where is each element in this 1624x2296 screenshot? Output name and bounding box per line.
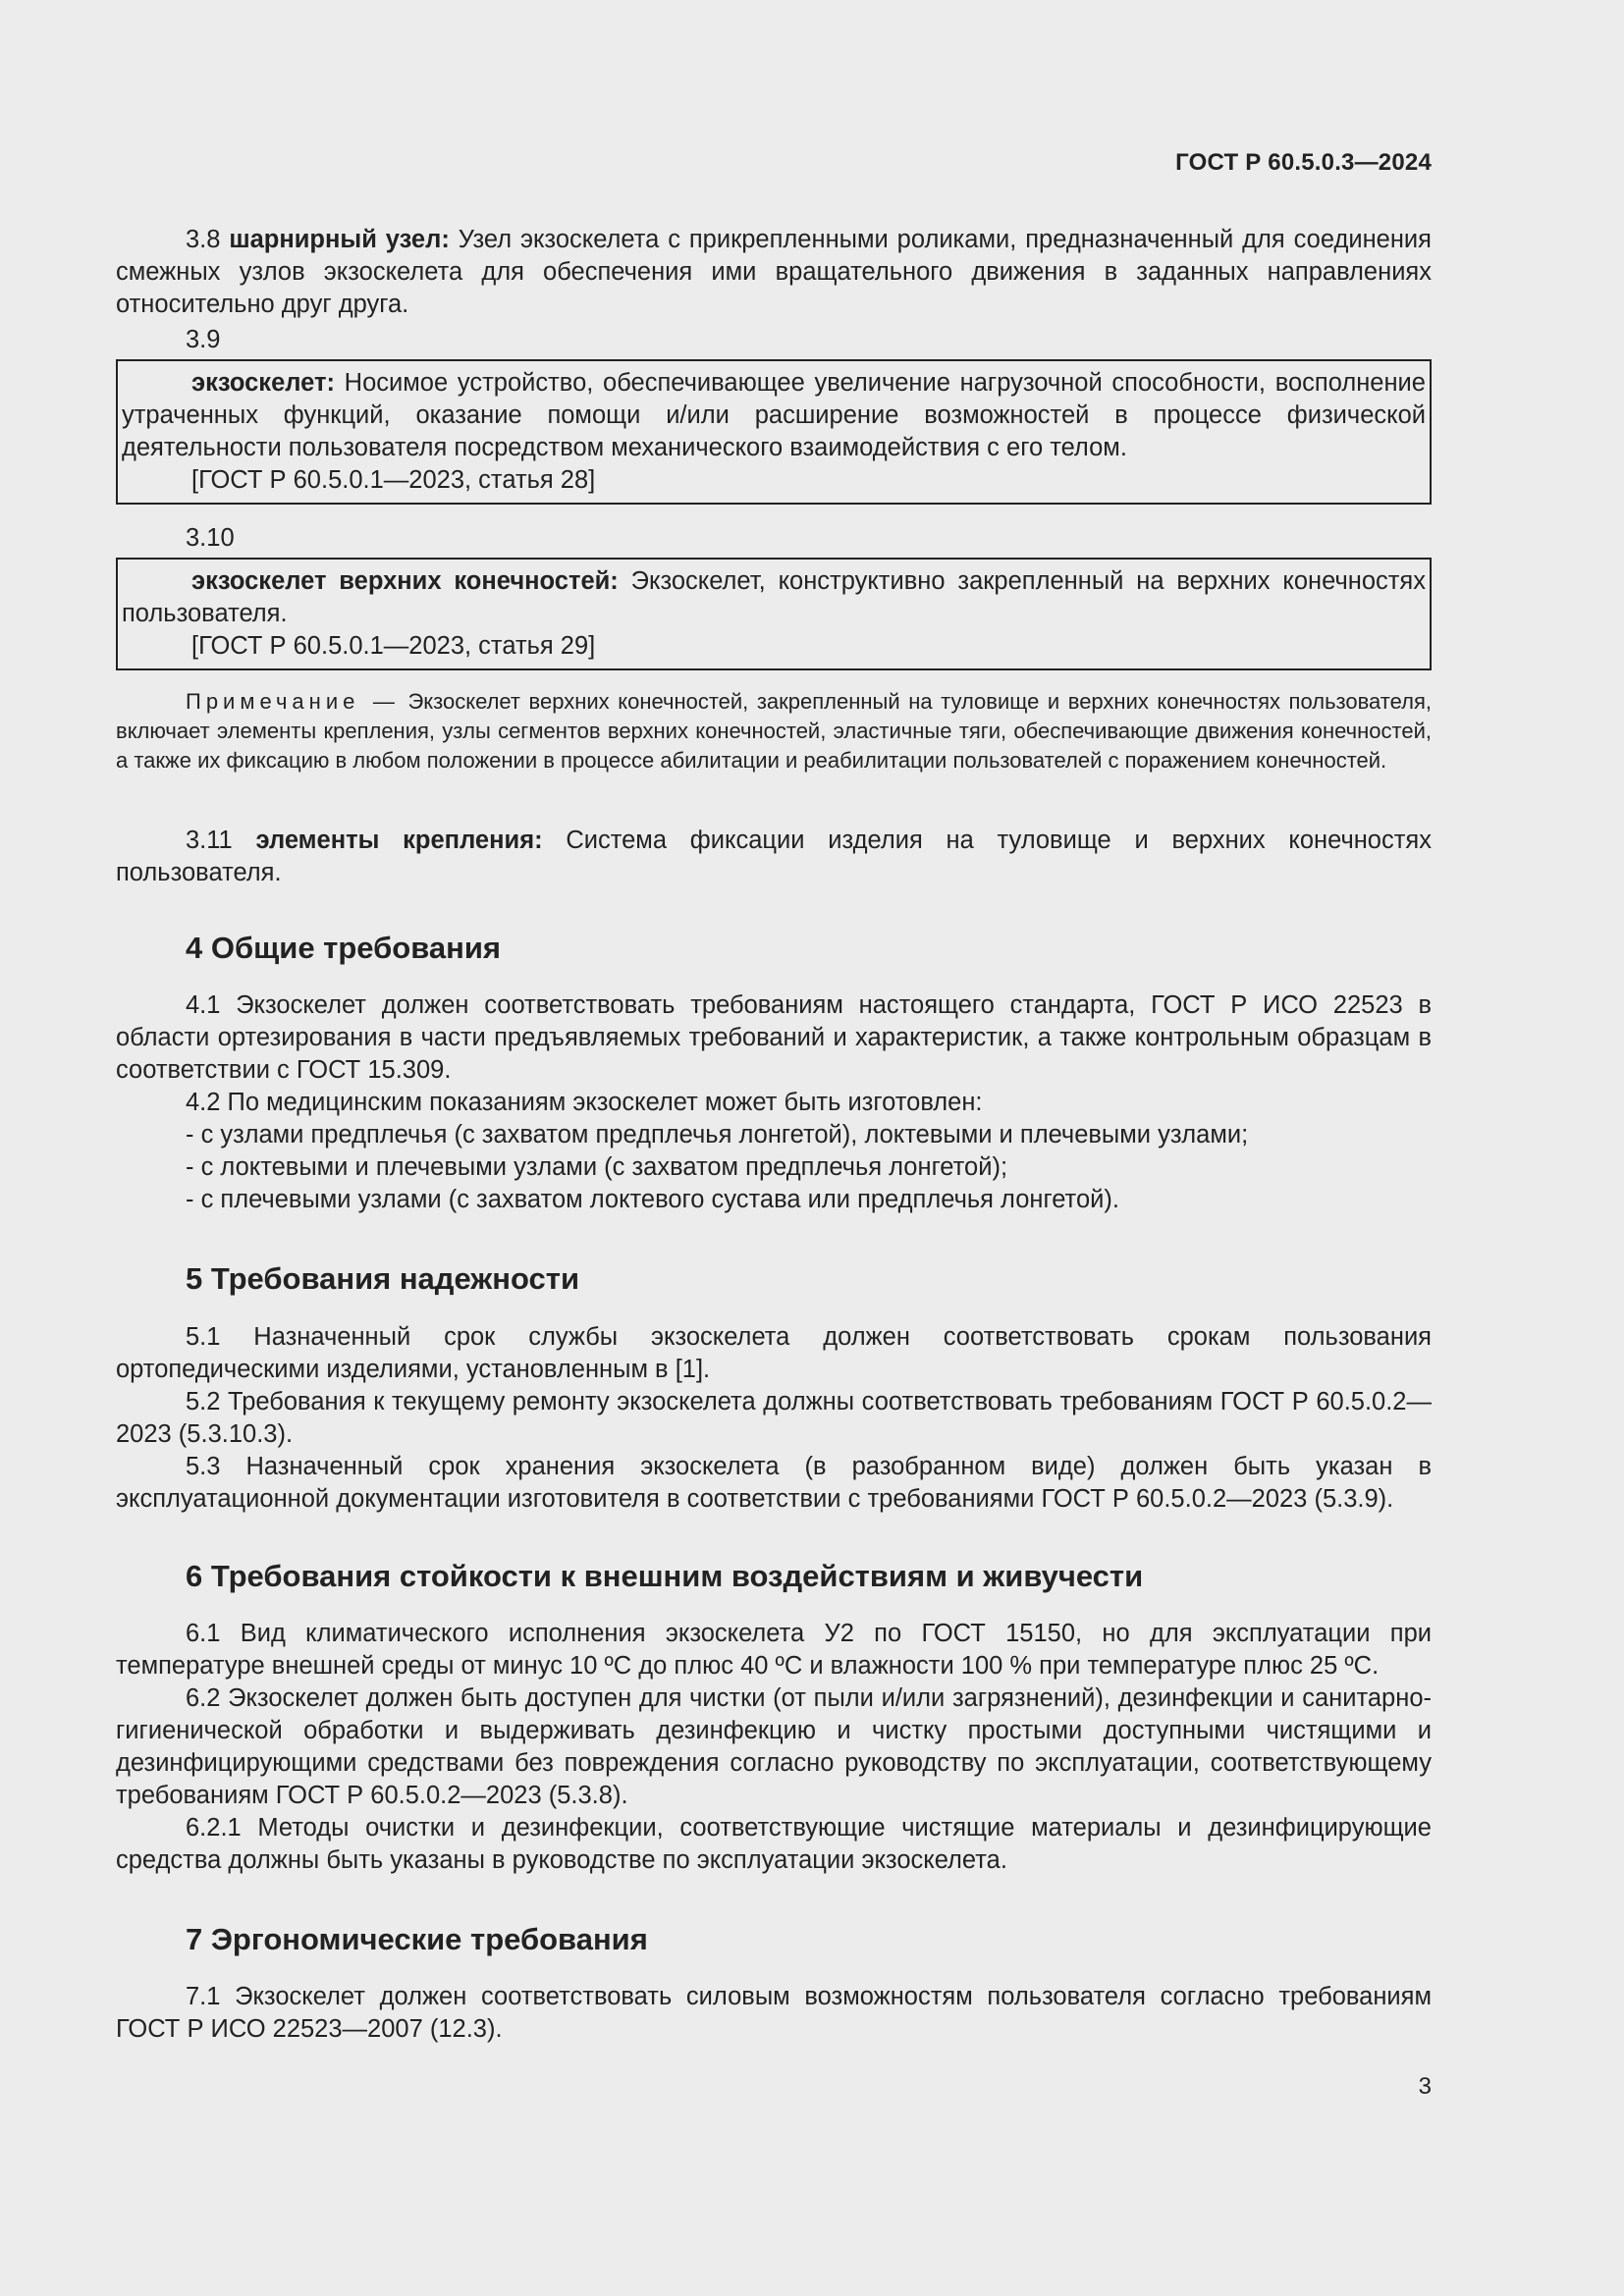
note-label: Примечание — [186, 689, 400, 714]
term-3-10 [122, 565, 1426, 630]
section-7-title: 7 Эргономические требования [186, 1922, 648, 1956]
term-definition: Экзоскелет, конструктивно закрепленный на верхних конечностях пользователя. [122, 567, 1426, 627]
term-3-10-box [116, 558, 1432, 670]
term-3-9-number: 3.9 [186, 326, 221, 353]
para-5-1: 5.1 Назначенный срок службы экзоскелета должен соответствовать срокам пользования ортопедическими изделиями, установленным в [1]. [116, 1323, 1432, 1383]
term-title: шарнирный узел: [229, 226, 450, 253]
section-5-title: 5 Требования надежности [186, 1261, 580, 1296]
section-6-title: 6 Требования стойкости к внешним воздействиям и живучести [186, 1559, 1144, 1593]
term-3-10-note [116, 687, 1432, 775]
term-3-9-reference: [ГОСТ Р 60.5.0.1—2023, статья 28] [191, 466, 596, 494]
note-text: Экзоскелет верхних конечностей, закрепленный на туловище и верхних конечностях пользователя, включает элементы крепления, узлы сегментов верхних конечностей, эластичные тяги, обеспечивающие движения конечностей, а также их фиксацию в любом положении в процессе абилитации и реабилитации пользователей с поражением конечностей. [116, 689, 1432, 773]
document-header: ГОСТ Р 60.5.0.3—2024 [1175, 149, 1432, 176]
term-title: элементы крепления: [255, 827, 543, 854]
term-3-11 [116, 825, 1432, 889]
section-7-body [116, 1981, 1432, 2046]
term-3-9-box [116, 359, 1432, 505]
para-4-2: 4.2 По медицинским показаниям экзоскелет может быть изготовлен: [186, 1089, 983, 1116]
para-5-3: 5.3 Назначенный срок хранения экзоскелета (в разобранном виде) должен быть указан в эксплуатационной документации изготовителя в соответствии с требованиями ГОСТ Р 60.5.0.2—2023 (5.3.9). [116, 1453, 1432, 1513]
para-4-1: 4.1 Экзоскелет должен соответствовать требованиям настоящего стандарта, ГОСТ Р ИСО 22523 в области ортезирования в части предъявляемых требований и характеристик, а также контрольным образцам в соответствии с ГОСТ 15.309. [116, 991, 1432, 1084]
list-item: - с узлами предплечья (с захватом предплечья лонгетой), локтевыми и плечевыми узлами; [186, 1121, 1249, 1148]
term-definition: Носимое устройство, обеспечивающее увеличение нагрузочной способности, восполнение утраченных функций, оказание помощи и/или расширение возможностей в процессе физической деятельности пользователя посредством механического взаимодействия с его телом. [122, 369, 1426, 461]
para-7-1: 7.1 Экзоскелет должен соответствовать силовым возможностям пользователя согласно требованиям ГОСТ Р ИСО 22523—2007 (12.3). [116, 1983, 1432, 2043]
term-number: 3.11 [186, 827, 233, 854]
term-3-9 [122, 367, 1426, 464]
term-title: экзоскелет верхних конечностей: [191, 567, 619, 595]
para-6-2: 6.2 Экзоскелет должен быть доступен для чистки (от пыли и/или загрязнений), дезинфекции и санитарно-гигиенической обработки и выдерживать дезинфекцию и чистку простыми доступными чистящими и дезинфицирующими средствами без повреждения согласно руководству по эксплуатации, соответствующему требованиям ГОСТ Р 60.5.0.2—2023 (5.3.8). [116, 1684, 1432, 1809]
list-item: - с плечевыми узлами (с захватом локтевого сустава или предплечья лонгетой). [186, 1186, 1119, 1213]
term-definition: Узел экзоскелета с прикрепленными роликами, предназначенный для соединения смежных узлов экзоскелета для обеспечения ими вращательного движения в заданных направлениях относительно друг друга. [116, 226, 1432, 318]
section-4-title: 4 Общие требования [186, 931, 501, 965]
list-item: - с локтевыми и плечевыми узлами (с захватом предплечья лонгетой); [186, 1153, 1008, 1181]
term-3-10-number: 3.10 [186, 524, 235, 552]
para-6-1: 6.1 Вид климатического исполнения экзоскелета У2 по ГОСТ 15150, но для эксплуатации при температуре внешней среды от минус 10 ºС до плюс 40 ºС и влажности 100 % при температуре плюс 25 ºС. [116, 1620, 1432, 1680]
section-4-body [116, 989, 1432, 1216]
term-definition: Система фиксации изделия на туловище и верхних конечностях пользователя. [116, 827, 1432, 886]
term-title: экзоскелет: [191, 369, 335, 397]
term-3-10-reference: [ГОСТ Р 60.5.0.1—2023, статья 29] [191, 632, 596, 660]
section-6-body [116, 1618, 1432, 1877]
term-3-8 [116, 224, 1432, 321]
para-6-2-1: 6.2.1 Методы очистки и дезинфекции, соответствующие чистящие материалы и дезинфицирующие средства должны быть указаны в руководстве по эксплуатации экзоскелета. [116, 1814, 1432, 1874]
para-5-2: 5.2 Требования к текущему ремонту экзоскелета должны соответствовать требованиям ГОСТ Р 60.5.0.2—2023 (5.3.10.3). [116, 1388, 1432, 1448]
page-number: 3 [1418, 2073, 1432, 2100]
section-5-body [116, 1321, 1432, 1516]
term-number: 3.8 [186, 226, 221, 253]
